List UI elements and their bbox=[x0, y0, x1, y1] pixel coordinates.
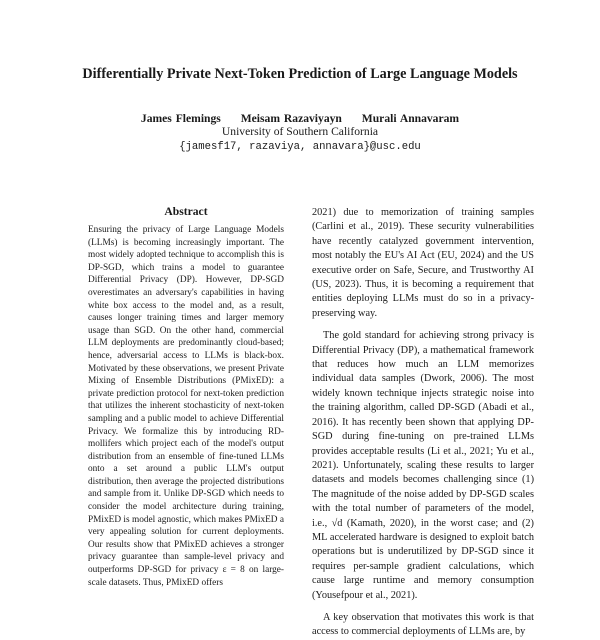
paper-title: Differentially Private Next-Token Prediction of Large Language Models bbox=[82, 66, 518, 82]
abstract-text: Ensuring the privacy of Large Language Models (LLMs) is becoming increasingly important. The most widely adopted technique to accomplish this is DP-SGD, which trains a model to guarantee Differential Privacy (DP). However, DP-SGD overestimates an adversary's capabilities in having white box access to the model and, as a result, causes longer training times and larger memory usage than SGD. On the other hand, commercial LLM deployments are predominantly cloud-based; hence, adversarial access to LLMs is black-box. Motivated by these observations, we present Private Mixing of Ensemble Distributions (PMixED): a private prediction protocol for next-token prediction that utilizes the inherent stochasticity of next-token sampling and a public model to achieve Differential Privacy. We formalize this by introducing RD-mollifers which project each of the model's output distribution from an ensemble of fine-tuned LLMs onto a set around a public LLM's output distribution, then average the projected distributions and sample from it. Unlike DP-SGD which needs to consider the model architecture during training, PMixED is model agnostic, which makes PMixED a very appealing solution for current deployments. Our results show that PMixED achieves a stronger privacy guarantee than sample-level privacy and outperforms DP-SGD for privacy ε = 8 on large-scale datasets. Thus, PMixED offers bbox=[88, 225, 284, 588]
author-emails: {jamesf17, razaviya, annavara}@usc.edu bbox=[179, 141, 421, 153]
author-name: Murali Annavaram bbox=[361, 112, 460, 125]
author-name: James Flemings bbox=[140, 112, 221, 125]
affiliation: University of Southern California bbox=[221, 125, 379, 138]
introduction-column bbox=[312, 206, 534, 638]
abstract-heading: Abstract bbox=[164, 205, 208, 218]
intro-paragraph: The gold standard for achieving strong privacy is Differential Privacy (DP), a mathematical framework that reduces how much an LLM memorizes individual data samples (Dwork, 2006). The most widely known technique injects strategic noise into the training algorithm, called DP-SGD (Abadi et al., 2016). It has recently been shown that applying DP-SGD during fine-tuning on pre-trained LLMs provides acceptable results (Li et al., 2021; Yu et al., 2021). Unfortunately, scaling these results to larger datasets and models becomes challenging since (1) The magnitude of the noise added by DP-SGD scales with the total number of parameters of the model, i.e., √d (Kamath, 2020), in the worst case; and (2) ML accelerated hardware is designed to exploit batch operations but is underutilized by DP-SGD since it requires per-sample gradient calculations, which cause large runtime and memory consumption (Yousefpour et al., 2021). bbox=[312, 330, 534, 601]
intro-paragraph: 2021) due to memorization of training samples (Carlini et al., 2019). These security vulnerabilities have recently catalyzed government intervention, most notably the EU's AI Act (EU, 2024) and the US executive order on Safe, Secure, and Trustworthy AI (US, 2023). Thus, it is becoming a requirement that entities deploying LLMs must do so in a privacy-preserving way. bbox=[312, 207, 534, 319]
author-name: Meisam Razaviyayn bbox=[240, 112, 342, 125]
intro-paragraph: A key observation that motivates this work is that access to commercial deployments of LLMs are, by bbox=[312, 611, 534, 638]
author-list bbox=[0, 112, 600, 125]
